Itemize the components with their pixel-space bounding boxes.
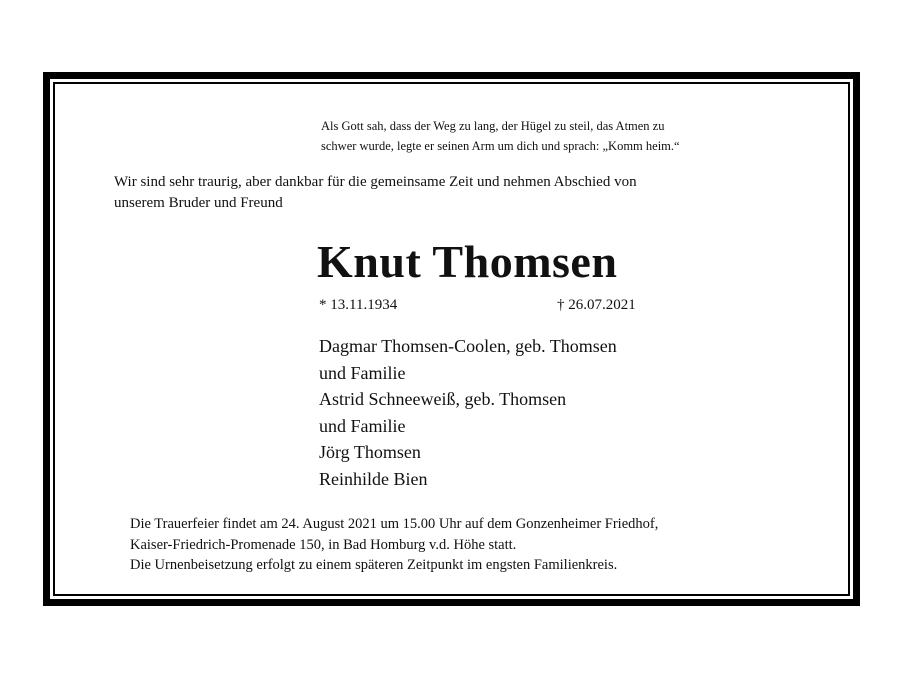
- mourner-line: Dagmar Thomsen-Coolen, geb. Thomsen: [319, 336, 617, 356]
- deceased-name: Knut Thomsen: [317, 236, 618, 287]
- obituary-card: [50, 79, 853, 599]
- mourner-line: Reinhilde Bien: [319, 468, 428, 489]
- birth-date: * 13.11.1934: [319, 297, 398, 313]
- quote-block: [321, 116, 791, 156]
- obituary-border: [43, 72, 860, 606]
- death-date: † 26.07.2021: [557, 297, 636, 313]
- mourner-line: und Familie: [319, 362, 406, 383]
- quote-line-1: Als Gott sah, dass der Weg zu lang, der Hügel zu steil, das Atmen zu: [321, 119, 665, 133]
- intro-line-2: unserem Bruder und Freund: [114, 195, 283, 211]
- funeral-info-line-1: Die Trauerfeier findet am 24. August 2021 um 15.00 Uhr auf dem Gonzenheimer Friedhof,: [130, 516, 659, 532]
- mourner-line: Astrid Schneeweiß, geb. Thomsen: [319, 389, 567, 409]
- quote-line-2: schwer wurde, legte er seinen Arm um dich und sprach: „Komm heim.“: [321, 139, 680, 153]
- intro-text: [114, 172, 754, 214]
- funeral-info-line-3: Die Urnenbeisetzung erfolgt zu einem späteren Zeitpunkt im engsten Familienkreis.: [130, 557, 618, 573]
- mourner-line: Jörg Thomsen: [319, 442, 421, 462]
- funeral-info-line-2: Kaiser-Friedrich-Promenade 150, in Bad Homburg v.d. Höhe statt.: [130, 536, 517, 553]
- funeral-info: [130, 514, 658, 576]
- mourner-line: und Familie: [319, 415, 406, 436]
- intro-line-1: Wir sind sehr traurig, aber dankbar für die gemeinsame Zeit und nehmen Abschied von: [114, 174, 637, 190]
- mourners-list: [319, 333, 617, 492]
